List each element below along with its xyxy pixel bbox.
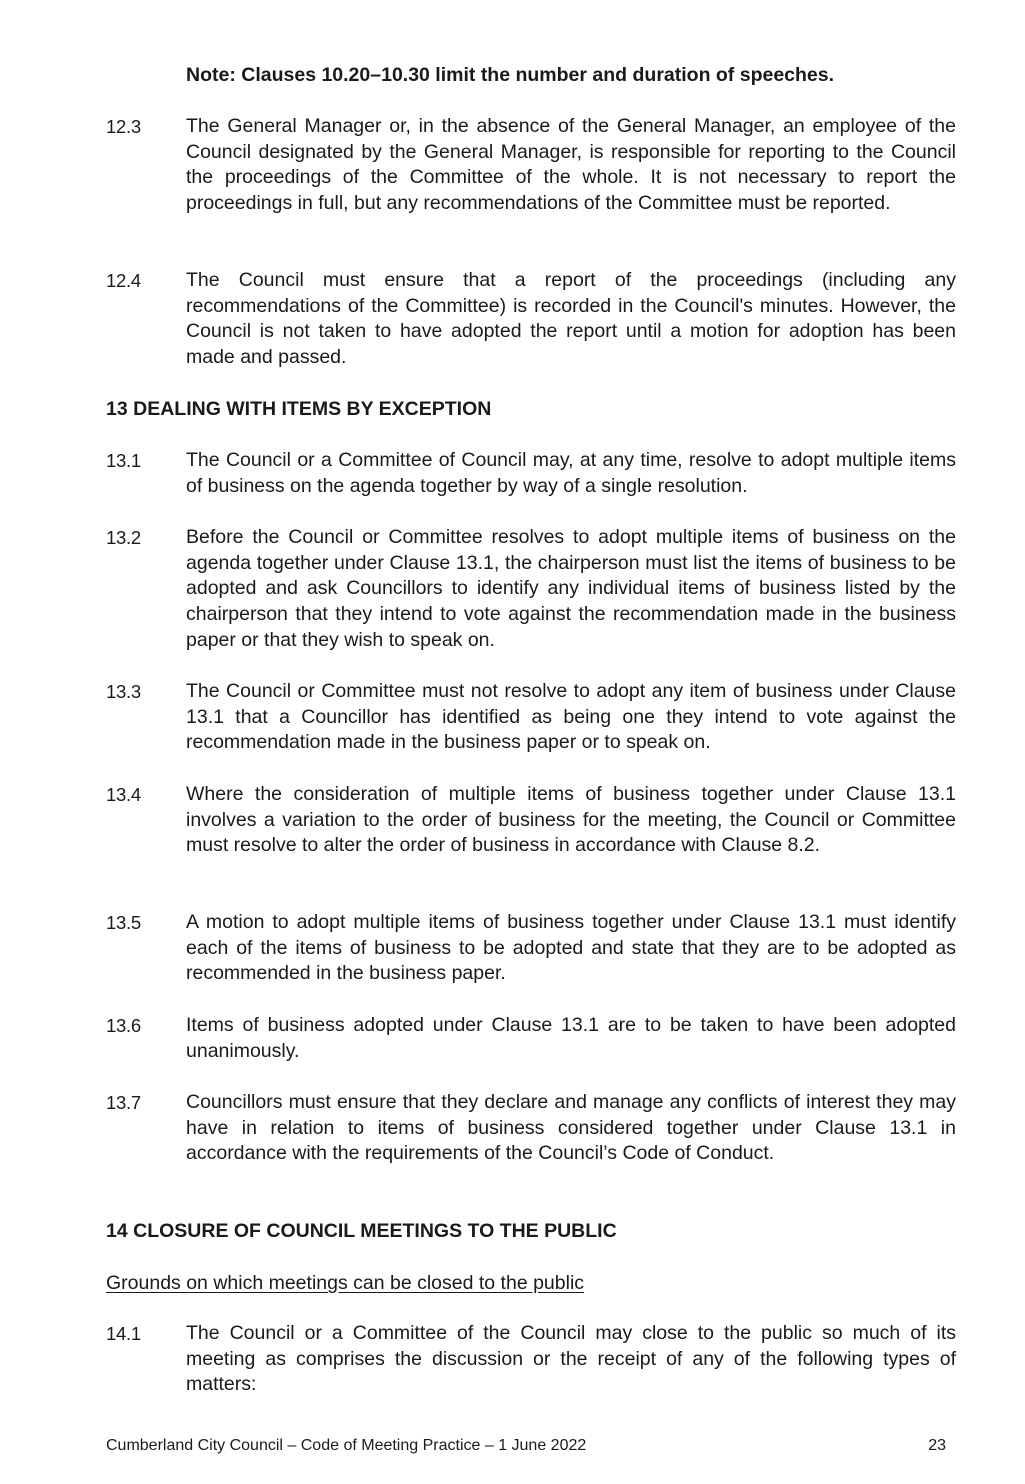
clause-13-2 xyxy=(106,525,956,654)
clause-text: Councillors must ensure that they declare and manage any conflicts of interest they may have in relation to items of business considered together under Clause 13.1 in accordance with the requirements of the Council’s Code of Conduct. xyxy=(186,1091,956,1165)
clause-number: 14.1 xyxy=(106,1323,141,1344)
clause-number: 13.4 xyxy=(106,784,141,805)
clause-13-7 xyxy=(106,1090,956,1167)
clause-number: 13.1 xyxy=(106,450,141,471)
clause-text: The Council must ensure that a report of the proceedings (including any recommendations of the Committee) is recorded in the Council's minutes. However, the Council is not taken to have adopted the report until a motion for adoption has been made and passed. xyxy=(186,269,956,369)
clause-text: Before the Council or Committee resolves to adopt multiple items of business on the agenda together under Clause 13.1, the chairperson must list the items of business to be adopted and ask Councillors to identify any individual items of business listed by the chairperson that they intend to vote against the recommendation made in the business paper or that they wish to speak on. xyxy=(186,526,956,651)
clause-number: 12.4 xyxy=(106,270,141,291)
section-14-subheading: Grounds on which meetings can be closed to the public xyxy=(106,1272,585,1294)
clause-number: 13.6 xyxy=(106,1015,141,1036)
clause-number: 13.5 xyxy=(106,912,141,933)
clause-text: Items of business adopted under Clause 13.1 are to be taken to have been adopted unanimously. xyxy=(186,1014,956,1062)
page-footer xyxy=(106,1436,946,1456)
clause-text: The Council or Committee must not resolve to adopt any item of business under Clause 13.1 that a Councillor has identified as being one they intend to vote against the recommendation made in the business paper or to speak on. xyxy=(186,680,956,754)
speeches-note: Note: Clauses 10.20–10.30 limit the number and duration of speeches. xyxy=(186,64,835,86)
clause-13-3 xyxy=(106,679,956,756)
clause-text: The Council or a Committee of the Council may close to the public so much of its meeting as comprises the discussion or the receipt of any of the following types of matters: xyxy=(186,1322,956,1396)
clause-number: 13.3 xyxy=(106,681,141,702)
section-13-heading: 13 DEALING WITH ITEMS BY EXCEPTION xyxy=(106,398,492,420)
footer-text: Cumberland City Council – Code of Meeting Practice – 1 June 2022 xyxy=(106,1437,587,1454)
clause-13-5 xyxy=(106,910,956,987)
clause-12-3 xyxy=(106,114,956,217)
clause-14-1 xyxy=(106,1321,956,1398)
clause-13-4 xyxy=(106,782,956,859)
clause-13-1 xyxy=(106,448,956,499)
page-number: 23 xyxy=(928,1437,946,1454)
clause-number: 13.7 xyxy=(106,1092,141,1113)
clause-text: Where the consideration of multiple items of business together under Clause 13.1 involves a variation to the order of business for the meeting, the Council or Committee must resolve to alter the order of business in accordance with Clause 8.2. xyxy=(186,783,956,857)
clause-12-4 xyxy=(106,268,956,371)
clause-number: 13.2 xyxy=(106,527,141,548)
clause-number: 12.3 xyxy=(106,116,141,137)
clause-text: The Council or a Committee of Council may, at any time, resolve to adopt multiple items of business on the agenda together by way of a single resolution. xyxy=(186,449,956,497)
section-14-heading: 14 CLOSURE OF COUNCIL MEETINGS TO THE PUBLIC xyxy=(106,1220,617,1242)
clause-text: A motion to adopt multiple items of business together under Clause 13.1 must identify each of the items of business to be adopted and state that they are to be adopted as recommended in the business paper. xyxy=(186,911,956,985)
clause-text: The General Manager or, in the absence of the General Manager, an employee of the Council designated by the General Manager, is responsible for reporting to the Council the proceedings of the Committee of the whole. It is not necessary to report the proceedings in full, but any recommendations of the Committee must be reported. xyxy=(186,115,956,215)
clause-13-6 xyxy=(106,1013,956,1064)
